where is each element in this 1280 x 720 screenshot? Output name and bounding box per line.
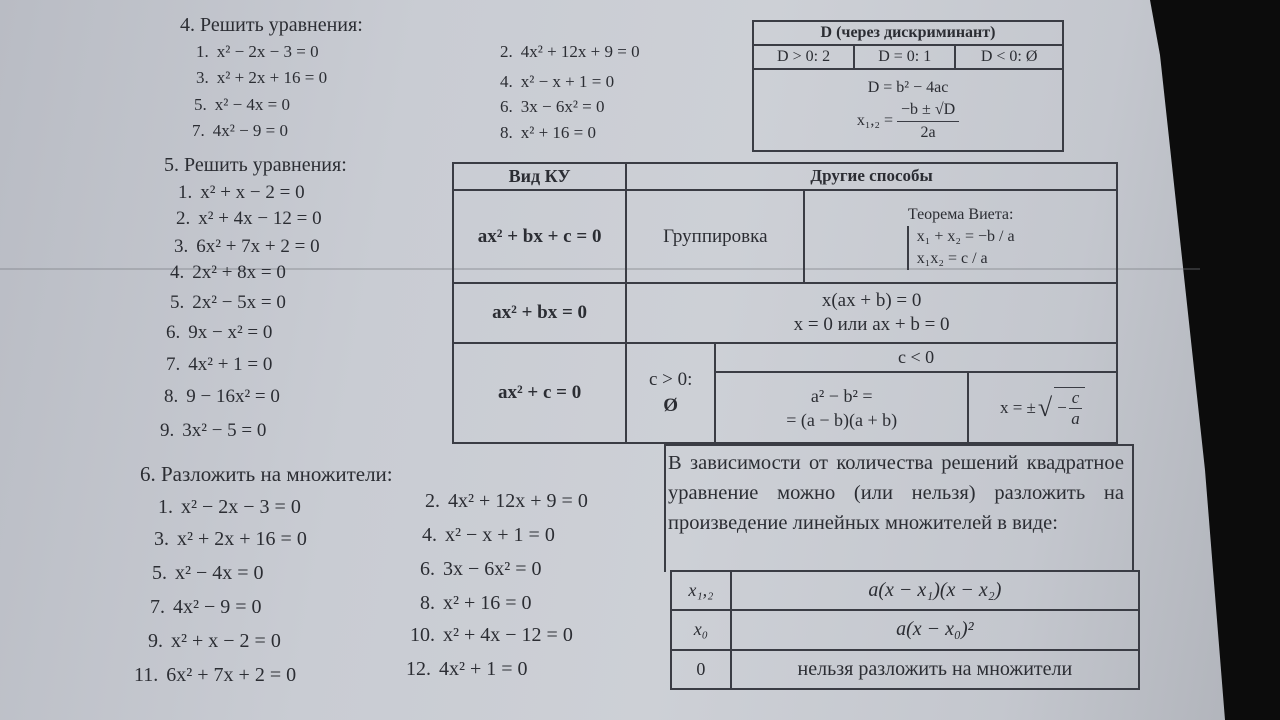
sec5-item	[170, 262, 286, 284]
difference-of-squares	[715, 372, 968, 443]
sec4-item	[196, 42, 319, 62]
discriminant-formula: D = b² − 4ac	[867, 78, 949, 96]
roots-lhs: x₁,₂ =	[856, 112, 894, 129]
section-5-heading: 5. Решить уравнения:	[164, 154, 347, 176]
c-positive-label: c > 0:	[648, 369, 693, 391]
sec4-item-equation: 3x − 6x² = 0	[520, 97, 605, 116]
sec4-item-number: 8.	[500, 123, 513, 142]
sec4-item-number: 2.	[500, 42, 513, 61]
common-factor-line1: x(ax + b) = 0	[821, 290, 922, 312]
sec4-item-equation: 4x² + 12x + 9 = 0	[520, 42, 640, 61]
sec5-item-equation: x² + x − 2 = 0	[200, 182, 305, 203]
d-positive-cell: D > 0: 2	[753, 45, 854, 69]
sec6-item	[422, 524, 555, 547]
sec4-item	[500, 72, 614, 92]
sec6-item	[425, 490, 588, 513]
sec6-item-equation: 6x² + 7x + 2 = 0	[166, 664, 297, 686]
sec6-item	[134, 664, 296, 687]
no-roots-text: нельзя разложить на множители	[731, 650, 1139, 689]
sec5-item-number: 4.	[170, 262, 185, 283]
sec4-item-equation: 4x² − 9 = 0	[212, 121, 289, 140]
section-6-heading: 6. Разложить на множители:	[140, 462, 393, 486]
sec5-item-equation: 9 − 16x² = 0	[186, 386, 280, 407]
sec5-item-equation: 3x² − 5 = 0	[182, 420, 267, 441]
sec5-item-equation: 2x² − 5x = 0	[192, 292, 286, 313]
form-no-c: ax² + bx = 0	[453, 283, 626, 343]
sec6-item-number: 11.	[134, 664, 159, 686]
sec4-item-number: 5.	[194, 95, 207, 114]
sec4-item-equation: x² − 2x − 3 = 0	[216, 42, 319, 61]
sec5-item-number: 8.	[164, 386, 179, 407]
method-common-factor	[626, 283, 1117, 343]
one-root-key: x₀	[671, 610, 731, 649]
sec6-item	[152, 562, 264, 585]
form-no-b: ax² + c = 0	[453, 343, 626, 443]
roots-formula	[857, 99, 959, 144]
sec6-item-equation: x² + 2x + 16 = 0	[177, 528, 307, 550]
sec6-item-number: 12.	[406, 658, 431, 680]
sec4-item-equation: x² − x + 1 = 0	[520, 72, 615, 91]
sec4-item-number: 1.	[196, 42, 209, 61]
sec6-item-equation: x² − x + 1 = 0	[445, 524, 555, 546]
sec6-item-equation: 3x − 6x² = 0	[443, 558, 542, 580]
sec6-item-number: 7.	[150, 596, 165, 618]
sec5-item-number: 6.	[166, 322, 181, 343]
sec5-item-number: 2.	[176, 208, 191, 229]
sec5-item	[176, 208, 322, 230]
sec4-item-number: 6.	[500, 97, 513, 116]
vieta-title: Теорема Виета:	[907, 205, 1014, 223]
diff-squares-line2: = (a − b)(a + b)	[786, 409, 898, 430]
sec4-item-equation: x² + 2x + 16 = 0	[216, 68, 328, 87]
sec6-item-number: 6.	[420, 558, 435, 580]
sec4-item-equation: x² − 4x = 0	[214, 95, 291, 114]
sec6-item-equation: x² − 2x − 3 = 0	[181, 496, 301, 518]
two-roots-key: x₁,₂	[671, 571, 731, 610]
sec5-item-equation: 6x² + 7x + 2 = 0	[196, 236, 320, 257]
sec5-item-number: 3.	[174, 236, 189, 257]
sec5-item-number: 5.	[170, 292, 185, 313]
sec6-item-number: 2.	[425, 490, 440, 512]
sec6-item-number: 4.	[422, 524, 437, 546]
root-lhs: x = ±	[999, 397, 1036, 417]
vieta-product: x₁x₂ = c / a	[916, 249, 988, 267]
header-form: Вид КУ	[453, 163, 626, 190]
one-root-form: a(x − x₀)²	[731, 610, 1139, 649]
discriminant-table	[752, 20, 1064, 152]
case-c-negative: c < 0	[715, 343, 1117, 372]
sec5-item-number: 7.	[166, 354, 181, 375]
sec5-item-equation: 2x² + 8x = 0	[192, 262, 286, 283]
form-full: ax² + bx + c = 0	[453, 190, 626, 283]
sec5-item-equation: 4x² + 1 = 0	[188, 354, 273, 375]
sec6-item-number: 5.	[152, 562, 167, 584]
sec6-item-number: 9.	[148, 630, 163, 652]
sec6-item	[410, 624, 573, 647]
sec6-item-equation: 4x² + 12x + 9 = 0	[448, 490, 588, 512]
d-zero-cell: D = 0: 1	[854, 45, 955, 69]
sec4-item-number: 4.	[500, 72, 513, 91]
method-grouping: Группировка	[626, 190, 804, 283]
diff-squares-line1: a² − b² =	[810, 385, 873, 406]
sec5-item	[174, 236, 320, 258]
sec6-item-equation: x² + x − 2 = 0	[171, 630, 281, 652]
sec4-item	[192, 121, 288, 141]
sec6-item	[406, 658, 528, 681]
header-other-methods: Другие способы	[626, 163, 1117, 190]
sec4-item	[500, 123, 596, 143]
sec6-item-equation: x² − 4x = 0	[175, 562, 264, 584]
root-numerator: c	[1069, 388, 1083, 409]
factor-note: В зависимости от количества решений квадратное уравнение можно (или нельзя) разложить на произведение линейных множителей в виде:	[668, 452, 1124, 534]
sec5-item	[178, 182, 305, 204]
sec4-item-equation: x² + 16 = 0	[520, 123, 597, 142]
root-denominator: a	[1071, 408, 1080, 428]
sec5-item	[170, 292, 286, 314]
sec6-item-equation: x² + 4x − 12 = 0	[443, 624, 573, 646]
sec4-item	[500, 97, 605, 117]
sec6-item-number: 3.	[154, 528, 169, 550]
sec5-item-number: 9.	[160, 420, 175, 441]
sec6-item	[150, 596, 262, 619]
vieta-system	[907, 226, 1015, 270]
sec6-item-number: 1.	[158, 496, 173, 518]
sec4-item-number: 3.	[196, 68, 209, 87]
factorization-table	[670, 570, 1140, 690]
sec6-item-equation: 4x² − 9 = 0	[173, 596, 262, 618]
sec5-item	[166, 322, 272, 344]
sec6-item	[154, 528, 307, 551]
sec6-item-equation: x² + 16 = 0	[443, 592, 532, 614]
no-roots-key: 0	[671, 650, 731, 689]
sec4-item	[196, 68, 327, 88]
section-4-heading: 4. Решить уравнения:	[180, 14, 363, 36]
empty-set-symbol: Ø	[663, 395, 679, 417]
two-roots-form: a(x − x₁)(x − x₂)	[731, 571, 1139, 610]
sec4-item	[194, 95, 290, 115]
sec6-item-equation: 4x² + 1 = 0	[439, 658, 528, 680]
sec5-item-equation: 9x − x² = 0	[188, 322, 273, 343]
sec5-item-number: 1.	[178, 182, 193, 203]
sec6-item	[420, 592, 532, 615]
common-factor-line2: x = 0 или ax + b = 0	[793, 314, 950, 336]
case-c-positive	[626, 343, 715, 443]
d-negative-cell: D < 0: Ø	[955, 45, 1063, 69]
root-formula: x = ± √ − $\frac{c}{a}$	[1000, 387, 1085, 429]
roots-denominator: 2a	[920, 123, 936, 141]
quadratic-forms-table	[452, 162, 1118, 444]
sec5-item	[164, 386, 280, 408]
sqrt-icon: √	[1037, 392, 1053, 422]
sec5-item	[160, 420, 266, 442]
sec4-item-number: 7.	[192, 121, 205, 140]
roots-numerator: −b ± √D	[897, 99, 959, 122]
sec4-item	[500, 42, 640, 62]
sec6-item	[420, 558, 542, 581]
sec5-item-equation: x² + 4x − 12 = 0	[198, 208, 322, 229]
discriminant-title: D (через дискриминант)	[753, 21, 1063, 45]
sec5-item	[166, 354, 272, 376]
sec6-item	[148, 630, 281, 653]
root-formula-cell	[968, 372, 1117, 443]
sec6-item-number: 10.	[410, 624, 435, 646]
discriminant-formula-cell	[753, 69, 1063, 151]
vieta-sum: x₁ + x₂ = −b / a	[916, 227, 1015, 245]
sec6-item	[158, 496, 301, 519]
method-vieta	[804, 190, 1117, 283]
sec6-item-number: 8.	[420, 592, 435, 614]
